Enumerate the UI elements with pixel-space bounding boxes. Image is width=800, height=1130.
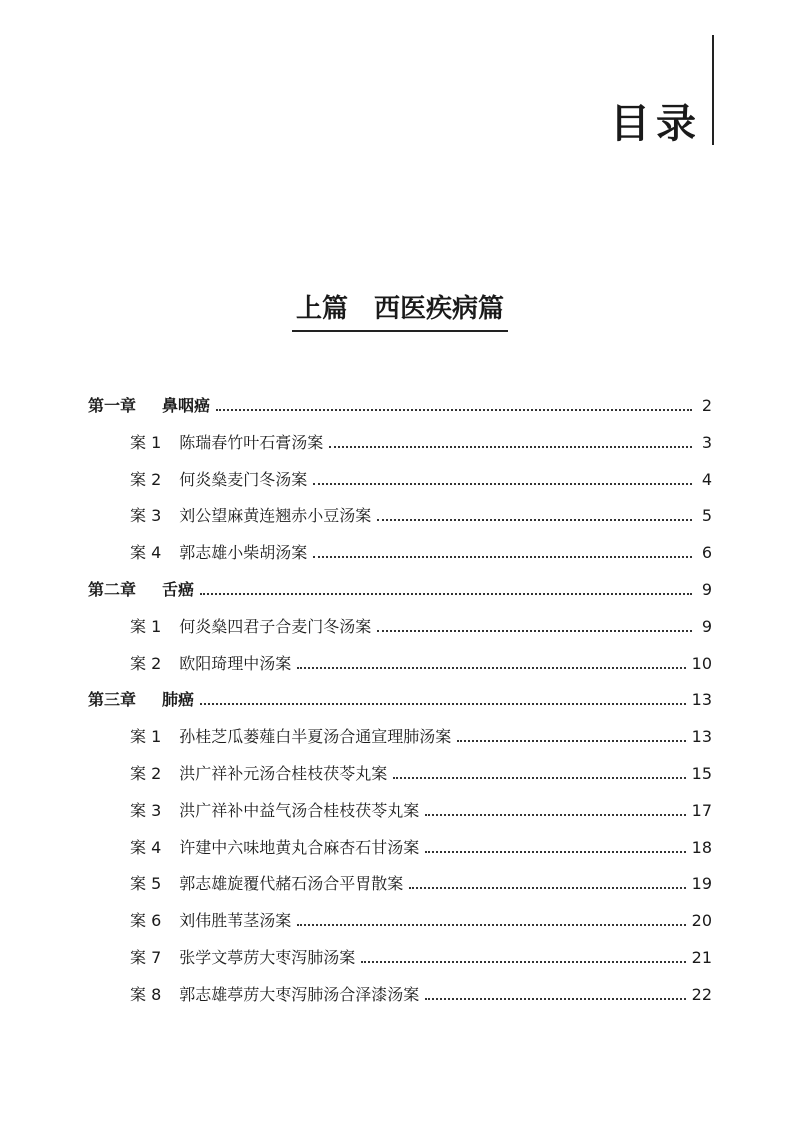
toc-entry-label — [130, 433, 323, 453]
toc-entry-number: 第二章 — [88, 580, 137, 599]
toc-case-entry — [130, 650, 712, 674]
toc-entry-title: 刘伟胜苇茎汤案 — [179, 911, 292, 930]
toc-entry-number: 案 2 — [130, 654, 162, 673]
toc-leader-dots — [200, 592, 692, 595]
toc-page-number: 21 — [691, 948, 712, 967]
toc-entry-number: 案 4 — [130, 543, 162, 562]
header-vertical-rule — [712, 35, 714, 145]
toc-entry-label — [130, 838, 419, 858]
toc-page-number: 22 — [691, 985, 712, 1004]
toc-entry-number: 第一章 — [88, 396, 137, 415]
toc-entry-label — [130, 874, 403, 894]
toc-entry-number: 案 2 — [130, 470, 162, 489]
toc-chapter-entry — [88, 686, 712, 710]
toc-chapter-entry — [88, 576, 712, 600]
toc-entry-label — [130, 506, 371, 526]
toc-entry-number: 案 3 — [130, 506, 162, 525]
toc-chapter-entry — [88, 392, 712, 416]
toc-leader-dots — [377, 629, 692, 632]
toc-leader-dots — [216, 408, 692, 411]
toc-entry-label — [130, 985, 419, 1005]
toc-entry-number: 案 4 — [130, 838, 162, 857]
toc-case-entry — [130, 613, 712, 637]
toc-entry-label — [88, 690, 194, 710]
toc-page-number: 19 — [691, 874, 712, 893]
toc-entry-number: 第三章 — [88, 690, 137, 709]
toc-entry-number: 案 5 — [130, 874, 162, 893]
toc-entry-title: 何炎燊四君子合麦门冬汤案 — [179, 617, 372, 636]
toc-entry-number: 案 7 — [130, 948, 162, 967]
toc-leader-dots — [457, 739, 685, 742]
toc-entry-title: 郭志雄小柴胡汤案 — [179, 543, 308, 562]
toc-page-number: 18 — [691, 838, 712, 857]
toc-leader-dots — [313, 482, 692, 485]
toc-leader-dots — [409, 886, 685, 889]
toc-page-number: 6 — [701, 543, 712, 562]
toc-page-number: 15 — [691, 764, 712, 783]
toc-case-entry — [130, 466, 712, 490]
toc-page-number: 13 — [691, 690, 712, 709]
toc-page-number: 17 — [691, 801, 712, 820]
toc-entry-title: 鼻咽癌 — [162, 396, 211, 415]
toc-leader-dots — [297, 666, 685, 669]
toc-entry-title: 刘公望麻黄连翘赤小豆汤案 — [179, 506, 372, 525]
toc-entry-title: 许建中六味地黄丸合麻杏石甘汤案 — [179, 838, 420, 857]
toc-case-entry — [130, 797, 712, 821]
toc-case-entry — [130, 502, 712, 526]
toc-case-entry — [130, 944, 712, 968]
toc-entry-title: 郭志雄旋覆代赭石汤合平胃散案 — [179, 874, 404, 893]
toc-entry-label — [130, 727, 451, 747]
toc-case-entry — [130, 870, 712, 894]
part-name: 西医疾病篇 — [374, 294, 505, 324]
toc-leader-dots — [329, 445, 692, 448]
toc-entry-number: 案 1 — [130, 617, 162, 636]
toc-page-number: 2 — [701, 396, 712, 415]
toc-entry-label — [88, 396, 210, 416]
toc-entry-label — [130, 470, 307, 490]
toc-entry-label — [130, 617, 371, 637]
toc-entry-title: 张学文葶苈大枣泻肺汤案 — [179, 948, 356, 967]
toc-page-number: 4 — [701, 470, 712, 489]
toc-case-entry — [130, 539, 712, 563]
toc-entry-label — [130, 654, 291, 674]
toc-case-entry — [130, 981, 712, 1005]
toc-entry-label — [130, 911, 291, 931]
toc-entry-number: 案 2 — [130, 764, 162, 783]
toc-entry-label — [130, 543, 307, 563]
toc-leader-dots — [377, 518, 692, 521]
toc-entry-title: 洪广祥补中益气汤合桂枝茯苓丸案 — [179, 801, 420, 820]
toc-page-number: 10 — [691, 654, 712, 673]
toc-leader-dots — [313, 555, 692, 558]
toc-leader-dots — [425, 813, 685, 816]
toc-case-entry — [130, 907, 712, 931]
toc-entry-title: 舌癌 — [162, 580, 195, 599]
part-heading-underline — [292, 296, 508, 332]
toc-entry-number: 案 1 — [130, 727, 162, 746]
toc-case-entry — [130, 760, 712, 784]
toc-entry-number: 案 3 — [130, 801, 162, 820]
part-label: 上篇 — [295, 294, 348, 324]
toc-page-number: 5 — [701, 506, 712, 525]
toc-entry-number: 案 1 — [130, 433, 162, 452]
toc-entry-title: 郭志雄葶苈大枣泻肺汤合泽漆汤案 — [179, 985, 420, 1004]
toc-page-number: 9 — [701, 617, 712, 636]
toc-entry-number: 案 8 — [130, 985, 162, 1004]
toc-entry-title: 何炎燊麦门冬汤案 — [179, 470, 308, 489]
toc-case-entry — [130, 429, 712, 453]
toc-leader-dots — [297, 923, 685, 926]
toc-entry-number: 案 6 — [130, 911, 162, 930]
toc-entry-title: 洪广祥补元汤合桂枝茯苓丸案 — [179, 764, 388, 783]
toc-leader-dots — [393, 776, 685, 779]
toc-entry-label — [130, 948, 355, 968]
part-heading — [0, 296, 800, 332]
toc-entry-title: 孙桂芝瓜蒌薤白半夏汤合通宣理肺汤案 — [179, 727, 452, 746]
toc-case-entry — [130, 834, 712, 858]
toc-entry-title: 陈瑞春竹叶石膏汤案 — [179, 433, 324, 452]
toc-page-number: 20 — [691, 911, 712, 930]
toc-entry-label — [130, 764, 387, 784]
toc-leader-dots — [425, 997, 685, 1000]
toc-page-number: 3 — [701, 433, 712, 452]
toc-entry-title: 欧阳琦理中汤案 — [179, 654, 292, 673]
toc-entry-title: 肺癌 — [162, 690, 195, 709]
page-title: 目录 — [610, 100, 702, 147]
toc-page-number: 13 — [691, 727, 712, 746]
toc-leader-dots — [425, 850, 685, 853]
toc-case-entry — [130, 723, 712, 747]
toc-page-number: 9 — [701, 580, 712, 599]
toc-leader-dots — [361, 960, 685, 963]
toc-entry-label — [130, 801, 419, 821]
toc-entry-label — [88, 580, 194, 600]
toc-leader-dots — [200, 702, 686, 705]
